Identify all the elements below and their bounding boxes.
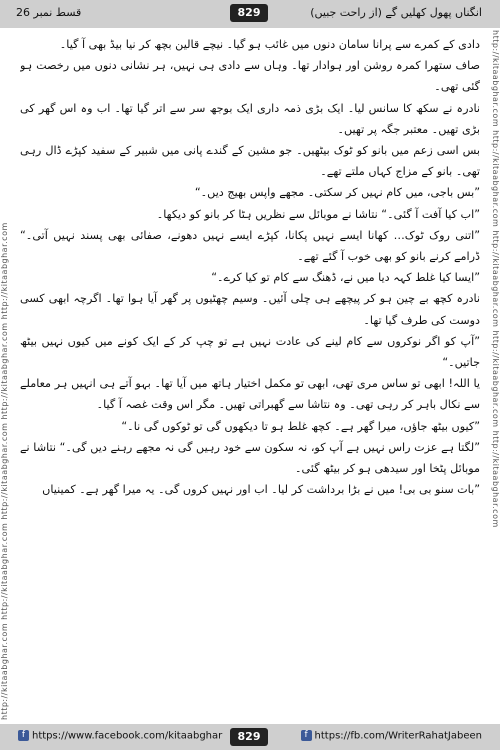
story-title: انگناں پھول کھلیں گے (از راحت جبیں) xyxy=(310,6,482,19)
facebook-link-kitaabghar[interactable] xyxy=(18,730,222,742)
footer-page-number: 829 xyxy=(230,728,268,746)
right-watermark-strip xyxy=(486,30,500,720)
page-footer xyxy=(0,724,500,750)
paragraph: یا اللہ! ابھی تو ساس مری تھی، ابھی تو مکمل اختیار ہاتھ میں آیا تھا۔ بہو آتے ہی انہیں ہر معاملے سے نکال باہر کر رہی تھی۔ وہ نتاشا سے گھبراتی تھیں۔ مگر اس وقت غصہ آ گیا۔ xyxy=(20,377,480,412)
paragraph: ”ایسا کیا غلط کہہ دیا میں نے، ڈھنگ سے کام تو کیا کرے۔“ xyxy=(211,271,480,285)
story-body xyxy=(20,34,480,714)
left-watermark-text: http://kitaabghar.com http://kitaabghar.com http://kitaabghar.com http://kitaabghar.com http://kitaabghar.com xyxy=(0,222,9,720)
left-watermark-strip xyxy=(0,30,14,720)
facebook-icon: f xyxy=(301,730,312,741)
paragraph: ”بات سنو بی بی! میں نے بڑا برداشت کر لیا۔ اب اور نہیں کروں گی۔ یہ میرا گھر ہے۔ کمینیاں xyxy=(42,483,480,497)
paragraph: نادرہ نے سکھ کا سانس لیا۔ ایک بڑی ذمہ داری ایک بوجھ سر سے اتر گیا تھا۔ اب وہ اس گھر کی بڑی تھیں۔ معتبر جگہ پر تھیں۔ xyxy=(20,101,480,136)
facebook-link-text: https://fb.com/WriterRahatJabeen xyxy=(314,730,482,742)
paragraph: نادرہ کچھ بے چین ہو کر پیچھے ہی چلی آئیں۔ وسیم چھٹیوں پر گھر آیا ہوا تھا۔ اگرچہ ابھی کسی دوست کی طرف گیا تھا۔ xyxy=(20,292,480,327)
paragraph: ”کیوں بیٹھ جاؤں، میرا گھر ہے۔ کچھ غلط ہو تا دیکھوں گی تو ٹوکوں گی نا۔“ xyxy=(121,419,480,433)
facebook-link-text: https://www.facebook.com/kitaabghar xyxy=(32,730,223,742)
paragraph: ”آپ کو اگر نوکروں سے کام لینے کی عادت نہیں ہے تو چپ کر کے ایک کونے میں کیوں نہیں بیٹھ جاتیں۔“ xyxy=(20,334,480,370)
paragraph: ”اتنی روک ٹوک… کھانا ایسے نہیں پکانا، کپڑے ایسے نہیں دھونے، صفائی بھی پسند نہیں آتی۔“ ڈرامے کرنے بانو کو بھی خوب آ گئے تھے۔ xyxy=(20,228,480,264)
paragraph: دادی کے کمرے سے پرانا سامان دنوں میں غائب ہو گیا۔ نیچے قالین بچھ کر نیا بیڈ بھی آ گیا۔ xyxy=(59,38,480,51)
paragraph: ”اب کیا آفت آ گئی۔“ نتاشا نے موبائل سے نظریں ہٹا کر بانو کو دیکھا۔ xyxy=(156,207,480,221)
paragraph: ”لگتا ہے عزت راس نہیں ہے آپ کو، نہ سکون سے خود رہیں گی نہ مجھے رہنے دیں گی۔“ نتاشا نے موبائل پٹخا اور سیدھی ہو کر بیٹھ گئی۔ xyxy=(20,440,480,476)
facebook-icon: f xyxy=(18,730,29,741)
page-number: 829 xyxy=(230,4,268,22)
facebook-link-writer[interactable] xyxy=(301,730,482,742)
paragraph: ”بس باجی، میں کام نہیں کر سکتی۔ مجھے واپس بھیج دیں۔“ xyxy=(194,186,480,200)
paragraph: بس اسی زعم میں بانو کو ٹوک بیٹھیں۔ جو مشین کے گندے پانی میں شبیر کے سفید کپڑے ڈال رہی تھی۔ بانو کے مزاج کہاں ملتے تھے۔ xyxy=(20,144,480,179)
episode-label: قسط نمبر 26 xyxy=(16,6,82,19)
paragraph: صاف ستھرا کمرہ روشن اور ہوادار تھا۔ وہاں سے دادی ہی نہیں، ہر نشانی دنوں میں رخصت ہو گئی تھی۔ xyxy=(20,59,480,94)
page-header xyxy=(0,0,500,28)
right-watermark-text: http://kitaabghar.com http://kitaabghar.com http://kitaabghar.com http://kitaabghar.com http://kitaabghar.com xyxy=(491,30,500,528)
